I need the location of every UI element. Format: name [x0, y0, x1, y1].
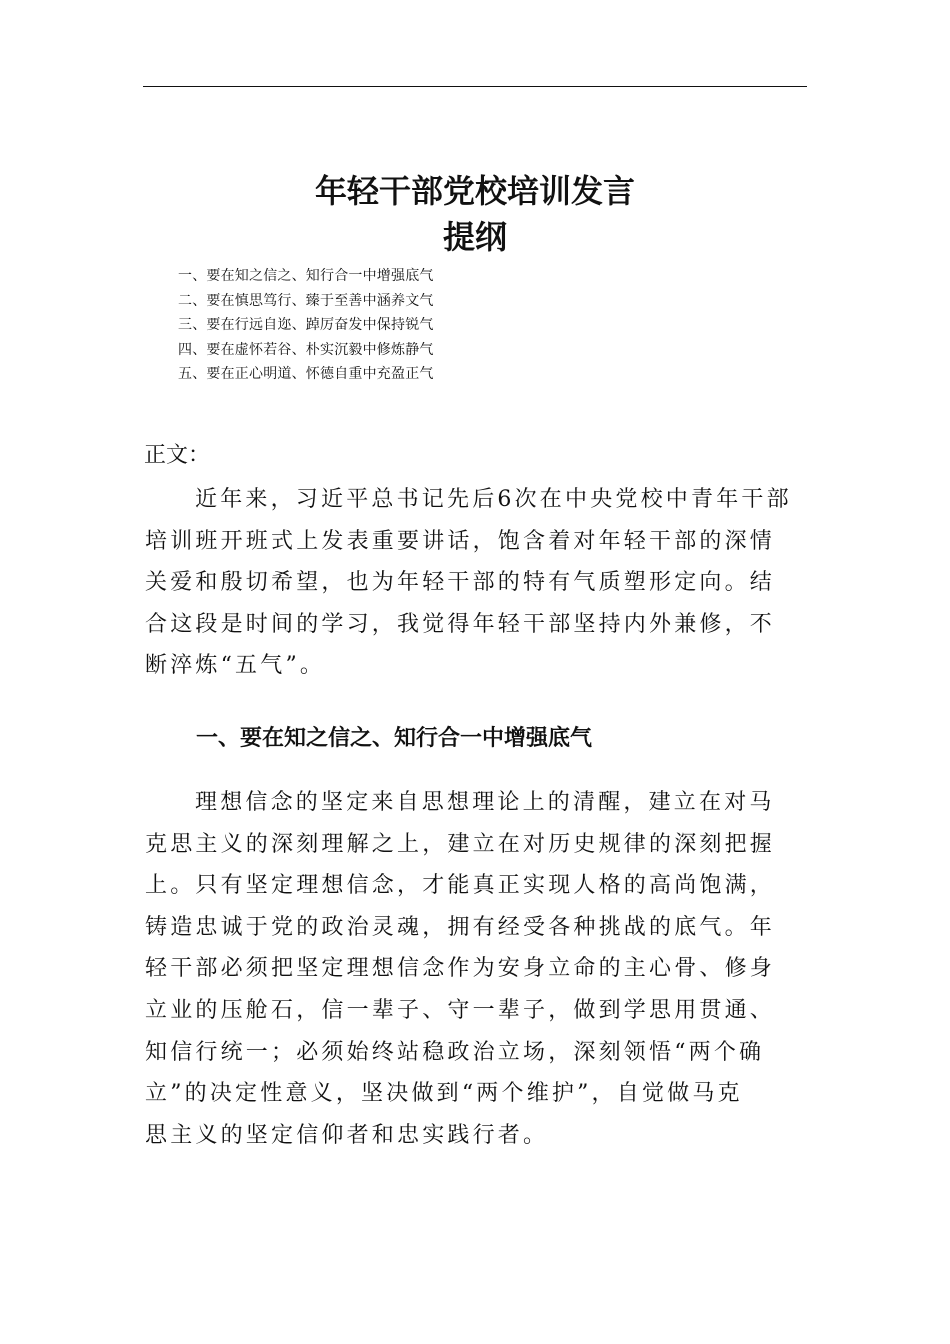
- outline-item: 一、要在知之信之、知行合一中增强底气: [178, 268, 434, 284]
- paragraph-line: 培训班开班式上发表重要讲话，饱含着对年轻干部的深情: [145, 528, 776, 554]
- paragraph-line: 铸造忠诚于党的政治灵魂，拥有经受各种挑战的底气。年: [145, 914, 776, 940]
- paragraph-line: 近年来，习近平总书记先后6次在中央党校中青年干部: [195, 487, 792, 512]
- paragraph-line: 上。只有坚定理想信念，才能真正实现人格的高尚饱满，: [145, 873, 776, 899]
- section1-paragraph: [145, 782, 807, 1156]
- intro-paragraph: [145, 479, 807, 687]
- paragraph-line: 立业的压舱石，信一辈子、守一辈子，做到学思用贯通、: [145, 997, 776, 1023]
- paragraph-line: 断淬炼“五气”。: [145, 653, 326, 679]
- paragraph-line: 克思主义的深刻理解之上，建立在对历史规律的深刻把握: [145, 831, 776, 857]
- paragraph-line: 合这段是时间的学习，我觉得年轻干部坚持内外兼修，不: [145, 611, 776, 637]
- paragraph-line: 思主义的坚定信仰者和忠实践行者。: [145, 1122, 549, 1148]
- body-label: 正文：: [144, 443, 211, 468]
- paragraph-line: 关爱和殷切希望，也为年轻干部的特有气质塑形定向。结: [145, 570, 776, 596]
- header-rule: [143, 86, 807, 87]
- section-heading: 一、要在知之信之、知行合一中增强底气: [196, 726, 593, 751]
- outline-item: 四、要在虚怀若谷、朴实沉毅中修炼静气: [178, 341, 434, 358]
- paragraph-line: 轻干部必须把坚定理想信念作为安身立命的主心骨、修身: [145, 956, 776, 982]
- outline-item: 二、要在慎思笃行、臻于至善中涵养文气: [178, 292, 434, 309]
- outline-item: 三、要在行远自迩、踔厉奋发中保持锐气: [178, 317, 434, 333]
- paragraph-line: 立”的决定性意义，坚决做到“两个维护”，自觉做马克: [145, 1081, 743, 1107]
- paragraph-line: 理想信念的坚定来自思想理论上的清醒，建立在对马: [195, 790, 775, 815]
- outline-item: 五、要在正心明道、怀德自重中充盈正气: [178, 366, 434, 382]
- document-title-line1: 年轻干部党校培训发言: [314, 172, 635, 210]
- document-title-line2: 提纲: [442, 218, 507, 256]
- paragraph-line: 知信行统一；必须始终站稳政治立场，深刻领悟“两个确: [145, 1039, 765, 1065]
- outline-list: [178, 264, 434, 387]
